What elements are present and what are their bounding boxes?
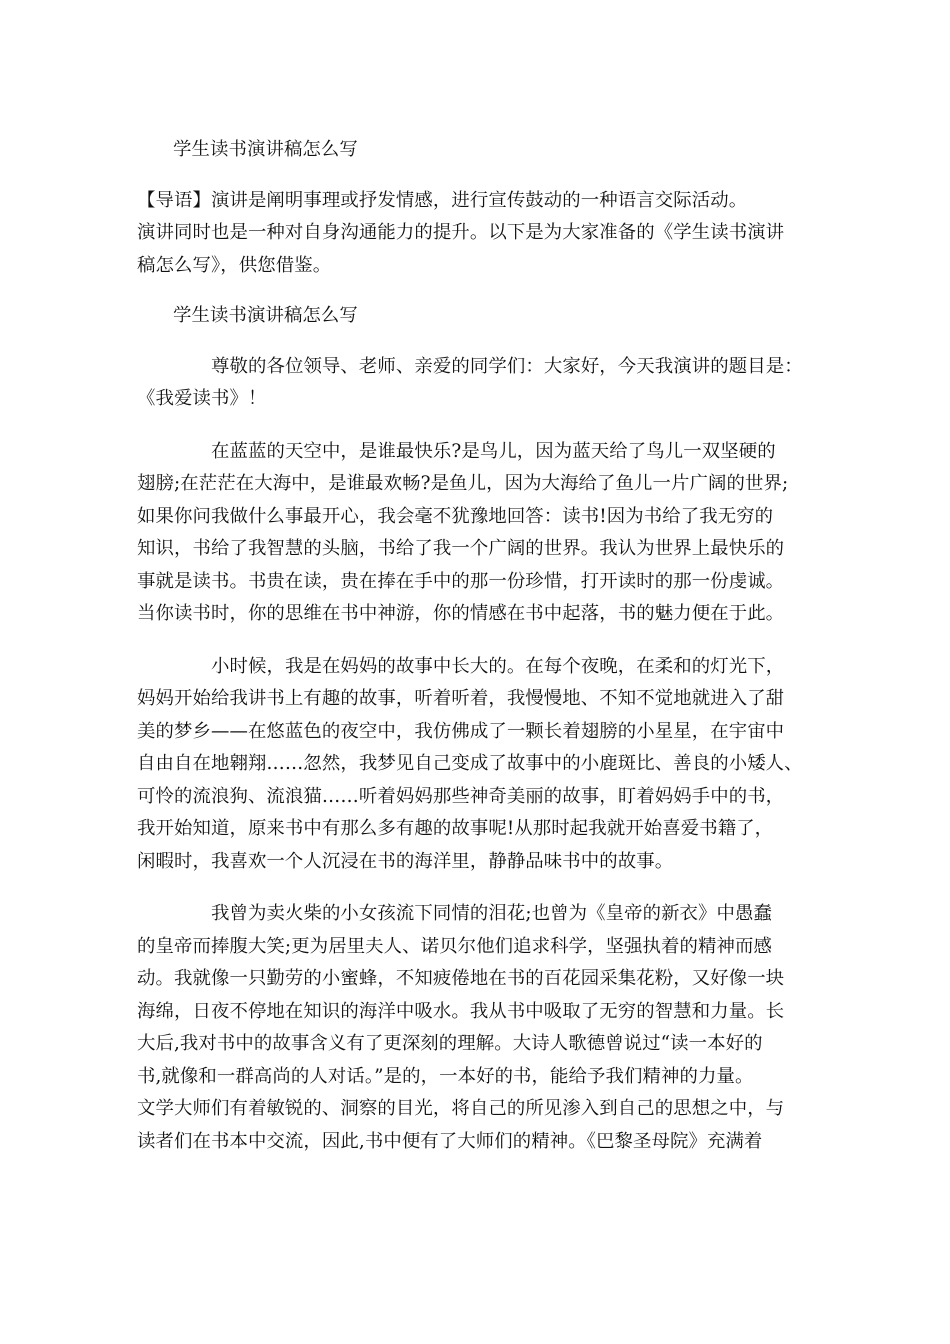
paragraph-line: 在蓝蓝的天空中，是谁最快乐?是鸟儿，因为蓝天给了鸟儿一双坚硬的 [211, 440, 776, 462]
paragraph-reading [137, 898, 817, 1158]
document-subtitle: 学生读书演讲稿怎么写 [173, 305, 358, 326]
paragraph-line: 如果你问我做什么事最开心，我会毫不犹豫地回答：读书!因为书给了我无穷的 [137, 505, 774, 527]
lead-line: 稿怎么写》，供您借鉴。 [137, 254, 332, 276]
lead-line: 【导语】演讲是阐明事理或抒发情感，进行宣传鼓动的一种语言交际活动。 [137, 189, 748, 211]
paragraph-line: 我开始知道，原来书中有那么多有趣的故事呢!从那时起我就开始喜爱书籍了， [137, 818, 774, 839]
lead-paragraph [137, 185, 817, 283]
paragraph-line: 妈妈开始给我讲书上有趣的故事，听着听着，我慢慢地、不知不觉地就进入了甜 [137, 688, 785, 709]
lead-line: 演讲同时也是一种对自身沟通能力的提升。以下是为大家准备的《学生读书演讲 [137, 222, 785, 243]
paragraph-sky [137, 436, 817, 631]
paragraph-line: 闲暇时，我喜欢一个人沉浸在书的海洋里，静静品味书中的故事。 [137, 850, 674, 872]
paragraph-line: 当你读书时，你的思维在书中神游，你的情感在书中起落，书的魅力便在于此。 [137, 603, 785, 624]
paragraph-childhood [137, 651, 817, 879]
paragraph-line: 大后,我对书中的故事含义有了更深刻的理解。大诗人歌德曾说过“读一本好的 [137, 1033, 763, 1054]
paragraph-line: 小时候，我是在妈妈的故事中长大的。在每个夜晚，在柔和的灯光下， [211, 655, 785, 677]
paragraph-line: 《我爱读书》！ [137, 388, 267, 409]
paragraph-line: 我曾为卖火柴的小女孩流下同情的泪花;也曾为《皇帝的新衣》中愚蠢 [211, 903, 773, 924]
paragraph-line: 动。我就像一只勤劳的小蜜蜂，不知疲倦地在书的百花园采集花粉，又好像一块 [137, 968, 785, 989]
paragraph-line: 的皇帝而捧腹大笑;更为居里夫人、诺贝尔他们追求科学，坚强执着的精神而感 [137, 935, 772, 957]
paragraph-line: 事就是读书。书贵在读，贵在捧在手中的那一份珍惜，打开读时的那一份虔诚。 [137, 570, 785, 592]
paragraph-line: 翅膀;在茫茫在大海中，是谁最欢畅?是鱼儿，因为大海给了鱼儿一片广阔的世界; [137, 473, 789, 494]
paragraph-line: 读者们在书本中交流，因此,书中便有了大师们的精神。《巴黎圣母院》充满着 [137, 1130, 763, 1152]
paragraph-line: 海绵，日夜不停地在知识的海洋中吸水。我从书中吸取了无穷的智慧和力量。长 [137, 1000, 785, 1022]
paragraph-line: 可怜的流浪狗、流浪猫……听着妈妈那些神奇美丽的故事，盯着妈妈手中的书， [137, 785, 785, 807]
paragraph-line: 知识，书给了我智慧的头脑，书给了我一个广阔的世界。我认为世界上最快乐的 [137, 538, 785, 559]
paragraph-line: 文学大师们有着敏锐的、洞察的目光，将自己的所见渗入到自己的思想之中，与 [137, 1098, 785, 1119]
paragraph-line: 美的梦乡——在悠蓝色的夜空中，我仿佛成了一颗长着翅膀的小星星，在宇宙中 [137, 720, 785, 742]
paragraph-line: 自由自在地翱翔……忽然，我梦见自己变成了故事中的小鹿斑比、善良的小矮人、 [137, 753, 803, 774]
paragraph-line: 书,就像和一群高尚的人对话。”是的，一本好的书，能给予我们精神的力量。 [137, 1065, 754, 1087]
paragraph-line: 尊敬的各位领导、老师、亲爱的同学们：大家好，今天我演讲的题目是： [211, 355, 803, 377]
document-body [137, 134, 817, 1178]
paragraph-greeting [137, 351, 817, 416]
document-title: 学生读书演讲稿怎么写 [173, 139, 358, 160]
